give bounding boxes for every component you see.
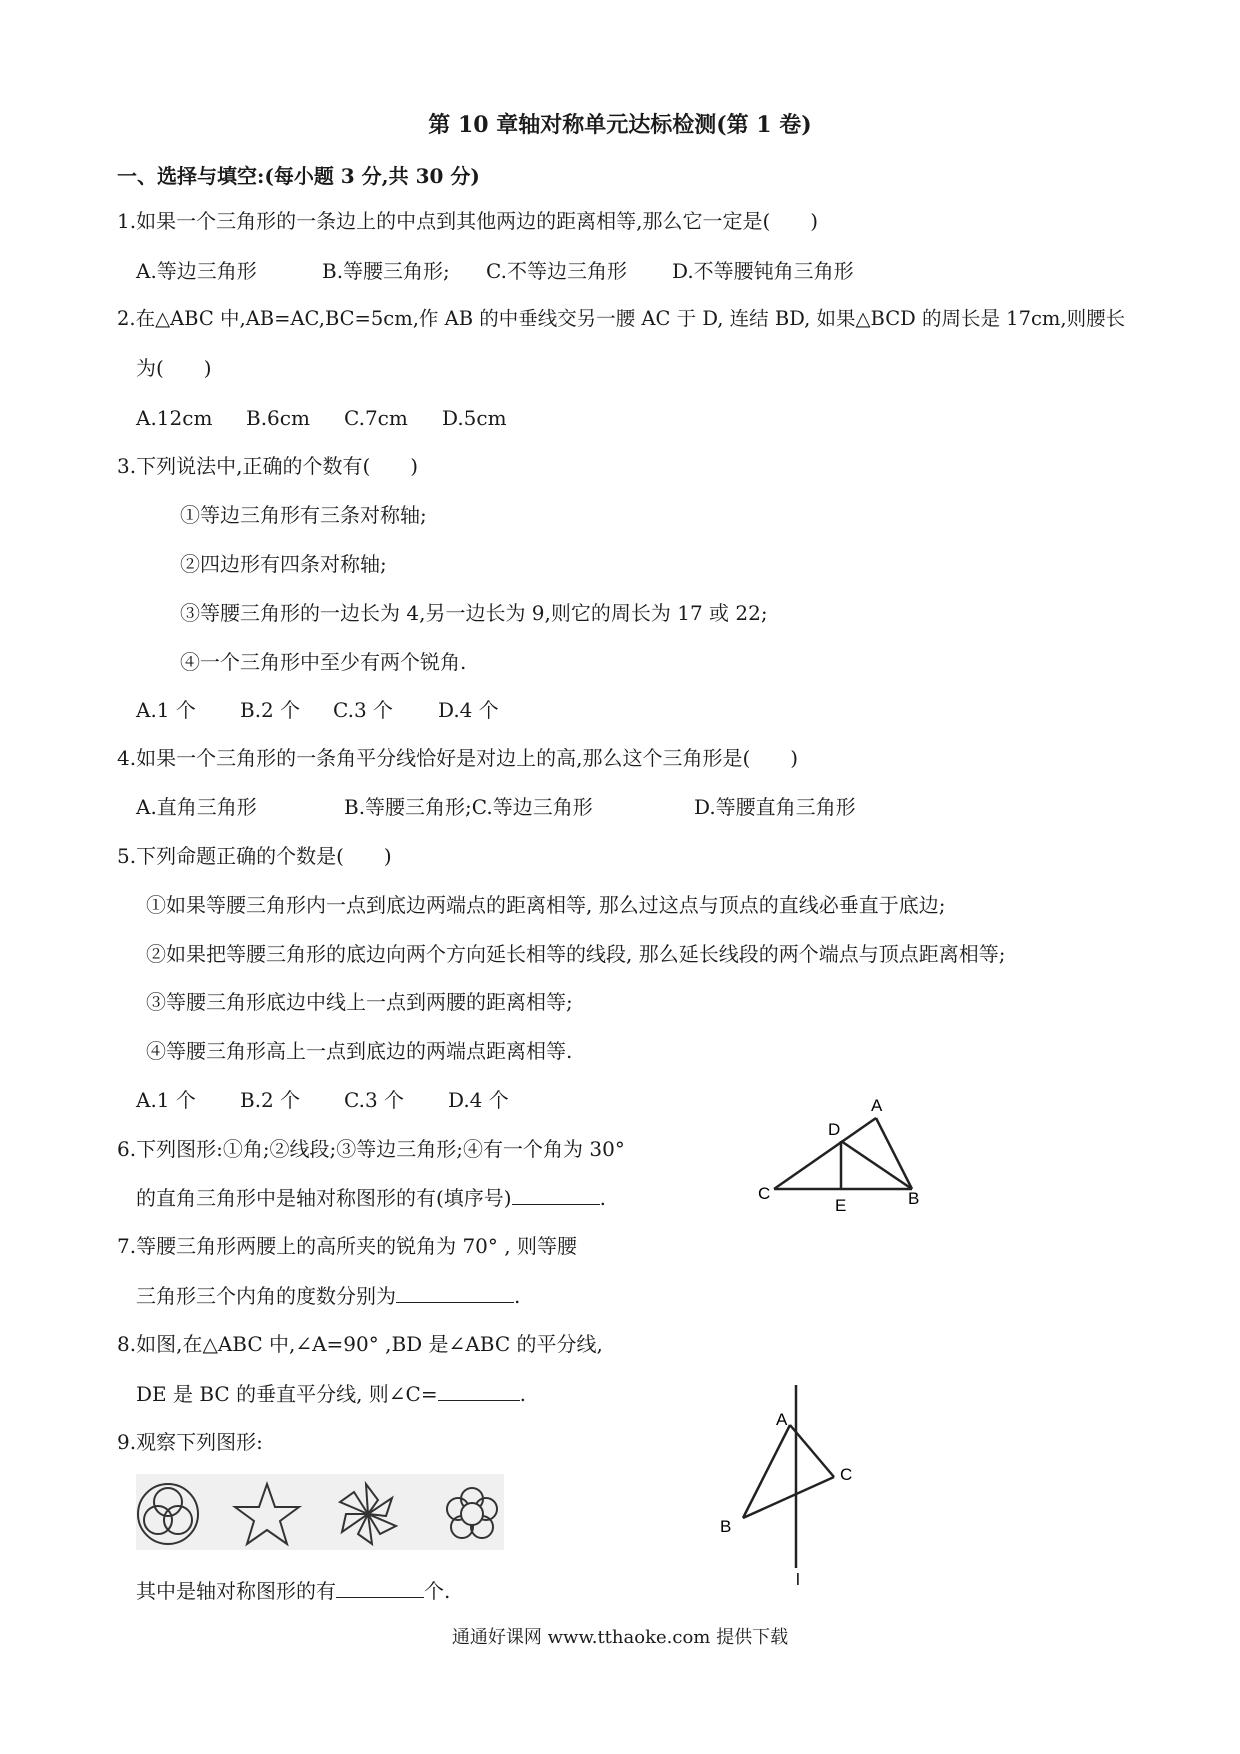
label-e: E xyxy=(835,1196,847,1215)
q3-option-d: D.4 个 xyxy=(438,698,499,722)
q6-period: . xyxy=(599,1186,606,1210)
q1-option-a: A.等边三角形 xyxy=(136,259,257,283)
question-6-stem-cont xyxy=(136,1184,606,1211)
question-1-stem: 1.如果一个三角形的一条边上的中点到其他两边的距离相等,那么它一定是( ) xyxy=(117,209,819,233)
star-figure xyxy=(235,1484,299,1544)
q3-option-c: C.3 个 xyxy=(333,698,394,722)
question-8-stem-cont xyxy=(136,1380,526,1407)
q9-figures xyxy=(136,1474,504,1550)
q5-statement-2: ②如果把等腰三角形的底边向两个方向延长相等的线段, 那么延长线段的两个端点与顶点距离相等; xyxy=(146,942,1006,966)
q3-option-b: B.2 个 xyxy=(240,698,301,722)
q3-statement-3: ③等腰三角形的一边长为 4,另一边长为 9,则它的周长为 17 或 22; xyxy=(180,601,768,625)
q8-text: DE 是 BC 的垂直平分线, 则∠C= xyxy=(136,1382,438,1406)
edge-ab xyxy=(743,1425,790,1518)
q7-text: 三角形三个内角的度数分别为 xyxy=(136,1284,396,1308)
label-c: C xyxy=(840,1465,853,1484)
question-6-stem: 6.下列图形:①角;②线段;③等边三角形;④有一个角为 30° xyxy=(117,1137,625,1161)
footer: 通通好课网 www.tthaoke.com 提供下载 xyxy=(451,1627,789,1648)
q3-statement-1: ①等边三角形有三条对称轴; xyxy=(180,503,427,527)
q8-answer-blank[interactable] xyxy=(438,1380,520,1401)
q2-option-b: B.6cm xyxy=(246,406,310,430)
q1-option-c: C.不等边三角形 xyxy=(486,259,627,283)
label-d: D xyxy=(828,1120,841,1139)
q3-statement-2: ②四边形有四条对称轴; xyxy=(180,552,387,576)
question-7-stem-cont xyxy=(136,1282,520,1309)
question-2-stem-cont: 为( ) xyxy=(136,356,212,380)
section-heading: 一、选择与填空:(每小题 3 分,共 30 分) xyxy=(117,164,480,188)
label-a: A xyxy=(776,1410,788,1429)
q9-unit: 个. xyxy=(424,1579,451,1603)
question-5-stem: 5.下列命题正确的个数是( ) xyxy=(117,844,392,868)
q8-period: . xyxy=(519,1382,526,1406)
pinwheel-figure xyxy=(340,1484,396,1544)
q6-answer-blank[interactable] xyxy=(512,1184,600,1205)
question-8-stem: 8.如图,在△ABC 中,∠A=90° ,BD 是∠ABC 的平分线, xyxy=(117,1332,603,1356)
q6-text: 的直角三角形中是轴对称图形的有(填序号) xyxy=(136,1186,512,1210)
q5-statement-3: ③等腰三角形底边中线上一点到两腰的距离相等; xyxy=(146,990,573,1014)
question-9-stem: 9.观察下列图形: xyxy=(117,1430,263,1454)
q9-answer-blank[interactable] xyxy=(336,1577,424,1598)
q3-statement-4: ④一个三角形中至少有两个锐角. xyxy=(180,650,467,674)
q5-option-b: B.2 个 xyxy=(240,1088,301,1112)
q2-option-d: D.5cm xyxy=(442,406,507,430)
question-7-stem: 7.等腰三角形两腰上的高所夹的锐角为 70° , 则等腰 xyxy=(117,1234,577,1258)
q5-option-c: C.3 个 xyxy=(344,1088,405,1112)
segment-db xyxy=(841,1141,912,1189)
q2-option-c: C.7cm xyxy=(344,406,408,430)
edge-ab xyxy=(876,1118,912,1189)
q5-statement-1: ①如果等腰三角形内一点到底边两端点的距离相等, 那么过这点与顶点的直线必垂直于底边; xyxy=(146,893,946,917)
q1-option-d: D.不等腰钝角三角形 xyxy=(672,259,854,283)
q5-option-a: A.1 个 xyxy=(136,1088,196,1112)
q7-period: . xyxy=(514,1284,521,1308)
label-l: l xyxy=(796,1570,800,1589)
question-2-stem: 2.在△ABC 中,AB=AC,BC=5cm,作 AB 的中垂线交另一腰 AC 于 D, 连结 BD, 如果△BCD 的周长是 17cm,则腰长 xyxy=(117,307,1126,330)
triangle-figure-q8 xyxy=(740,1090,940,1220)
triangle-reflection-figure xyxy=(700,1380,870,1595)
q9-text: 其中是轴对称图形的有 xyxy=(136,1579,336,1603)
q4-option-d: D.等腰直角三角形 xyxy=(694,795,856,819)
q1-option-b: B.等腰三角形; xyxy=(322,259,450,283)
q5-statement-4: ④等腰三角形高上一点到底边的两端点距离相等. xyxy=(146,1039,573,1063)
page-title: 第 10 章轴对称单元达标检测(第 1 卷) xyxy=(428,112,812,138)
edge-bc xyxy=(743,1477,834,1518)
q3-option-a: A.1 个 xyxy=(136,698,196,722)
q2-option-a: A.12cm xyxy=(136,406,213,430)
q7-answer-blank[interactable] xyxy=(396,1282,514,1303)
circle-trefoil-figure xyxy=(138,1484,198,1544)
question-3-stem: 3.下列说法中,正确的个数有( ) xyxy=(117,454,419,478)
flower-figure xyxy=(447,1488,497,1538)
label-a: A xyxy=(871,1096,883,1115)
label-b: B xyxy=(720,1517,732,1536)
label-c: C xyxy=(758,1184,771,1203)
q5-option-d: D.4 个 xyxy=(448,1088,509,1112)
q4-option-a: A.直角三角形 xyxy=(136,795,257,819)
question-9-answer-line xyxy=(136,1577,450,1604)
q4-option-bc: B.等腰三角形;C.等边三角形 xyxy=(344,795,593,819)
label-b: B xyxy=(908,1189,920,1208)
question-4-stem: 4.如果一个三角形的一条角平分线恰好是对边上的高,那么这个三角形是( ) xyxy=(117,746,799,770)
